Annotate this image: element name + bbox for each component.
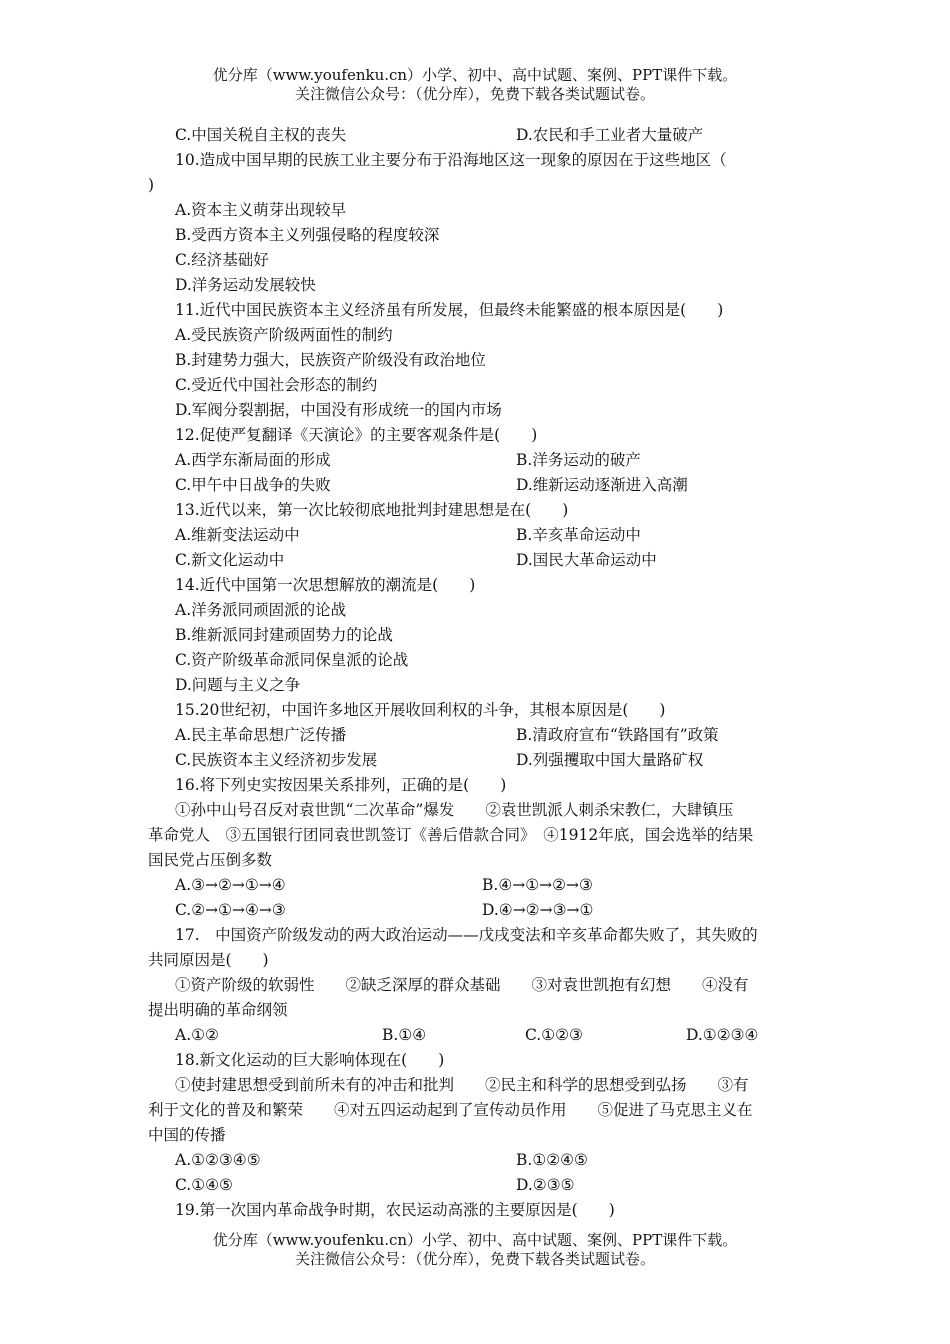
q15-option-a: A.民主革命思想广泛传播 [175, 726, 347, 744]
q18-body-line-3: 中国的传播 [148, 1126, 226, 1144]
q13-option-b: B.辛亥革命运动中 [516, 526, 641, 544]
q17-stem: 17. 中国资产阶级发动的两大政治运动——戊戌变法和辛亥革命都失败了，其失败的 [175, 926, 758, 944]
header-line-2: 关注微信公众号：（优分库），免费下载各类试题试卷。 [294, 85, 655, 103]
q16-option-d: D.④→②→③→① [482, 901, 594, 919]
q17-stem-cont: 共同原因是( ) [148, 951, 269, 969]
q11-option-b: B.封建势力强大，民族资产阶级没有政治地位 [175, 351, 486, 369]
q14-stem: 14.近代中国第一次思想解放的潮流是( ) [175, 576, 476, 594]
q16-option-c: C.②→①→④→③ [175, 901, 286, 919]
q10-option-b: B.受西方资本主义列强侵略的程度较深 [175, 226, 440, 244]
q19-stem: 19.第一次国内革命战争时期，农民运动高涨的主要原因是( ) [175, 1201, 615, 1219]
q17-option-c: C.①②③ [525, 1026, 583, 1044]
q17-option-a: A.①② [175, 1026, 219, 1044]
q9-option-c: C.中国关税自主权的丧失 [175, 126, 347, 144]
q12-option-d: D.维新运动逐渐进入高潮 [516, 476, 688, 494]
header-line-1: 优分库（www.youfenku.cn）小学、初中、高中试题、案例、PPT课件下载。 [212, 66, 738, 84]
q17-body-line-2: 提出明确的革命纲领 [148, 1001, 288, 1019]
q14-option-a: A.洋务派同顽固派的论战 [175, 601, 347, 619]
q14-option-d: D.问题与主义之争 [175, 676, 301, 694]
q18-option-b: B.①②④⑤ [516, 1151, 588, 1169]
page-footer [0, 1231, 950, 1269]
q16-option-a: A.③→②→①→④ [175, 876, 286, 894]
q18-option-c: C.①④⑤ [175, 1176, 233, 1194]
q18-body-line-1: ①使封建思想受到前所未有的冲击和批判 ②民主和科学的思想受到弘扬 ③有 [175, 1076, 749, 1094]
q10-option-d: D.洋务运动发展较快 [175, 276, 316, 294]
q13-option-d: D.国民大革命运动中 [516, 551, 657, 569]
q18-option-d: D.②③⑤ [516, 1176, 575, 1194]
q11-option-c: C.受近代中国社会形态的制约 [175, 376, 378, 394]
q13-option-c: C.新文化运动中 [175, 551, 285, 569]
q15-option-c: C.民族资本主义经济初步发展 [175, 751, 378, 769]
q14-option-c: C.资产阶级革命派同保皇派的论战 [175, 651, 409, 669]
q18-body-line-2: 利于文化的普及和繁荣 ④对五四运动起到了宣传动员作用 ⑤促进了马克思主义在 [148, 1101, 753, 1119]
q16-body-line-3: 国民党占压倒多数 [148, 851, 273, 869]
footer-line-1: 优分库（www.youfenku.cn）小学、初中、高中试题、案例、PPT课件下载。 [212, 1231, 738, 1249]
q11-option-a: A.受民族资产阶级两面性的制约 [175, 326, 393, 344]
q10-option-a: A.资本主义萌芽出现较早 [175, 201, 347, 219]
q9-option-d: D.农民和手工业者大量破产 [516, 126, 704, 144]
q10-stem: 10.造成中国早期的民族工业主要分布于沿海地区这一现象的原因在于这些地区（ [175, 151, 727, 169]
q15-option-b: B.清政府宣布“铁路国有”政策 [516, 726, 719, 744]
q10-option-c: C.经济基础好 [175, 251, 269, 269]
q10-stem-cont: ) [148, 176, 155, 194]
q12-option-b: B.洋务运动的破产 [516, 451, 641, 469]
q11-option-d: D.军阀分裂割据，中国没有形成统一的国内市场 [175, 401, 502, 419]
q16-stem: 16.将下列史实按因果关系排列，正确的是( ) [175, 776, 507, 794]
q14-option-b: B.维新派同封建顽固势力的论战 [175, 626, 393, 644]
q16-body-line-2: 革命党人 ③五国银行团同袁世凯签订《善后借款合同》 ④1912年底，国会选举的结果 [148, 826, 754, 844]
q12-option-c: C.甲午中日战争的失败 [175, 476, 331, 494]
q16-option-b: B.④→①→②→③ [482, 876, 593, 894]
q16-body-line-1: ①孙中山号召反对袁世凯“二次革命”爆发 ②袁世凯派人刺杀宋教仁，大肆镇压 [175, 801, 734, 819]
q13-option-a: A.维新变法运动中 [175, 526, 300, 544]
q17-option-b: B.①④ [382, 1026, 427, 1044]
q18-option-a: A.①②③④⑤ [175, 1151, 261, 1169]
q15-option-d: D.列强攫取中国大量路矿权 [516, 751, 704, 769]
page-header [0, 66, 950, 104]
q13-stem: 13.近代以来，第一次比较彻底地批判封建思想是在( ) [175, 501, 569, 519]
q12-option-a: A.西学东渐局面的形成 [175, 451, 331, 469]
q17-option-d: D.①②③④ [686, 1026, 759, 1044]
q18-stem: 18.新文化运动的巨大影响体现在( ) [175, 1051, 445, 1069]
footer-line-2: 关注微信公众号：（优分库），免费下载各类试题试卷。 [294, 1250, 655, 1268]
q11-stem: 11.近代中国民族资本主义经济虽有所发展，但最终未能繁盛的根本原因是( ) [175, 301, 724, 319]
q17-body-line-1: ①资产阶级的软弱性 ②缺乏深厚的群众基础 ③对袁世凯抱有幻想 ④没有 [175, 976, 749, 994]
q12-stem: 12.促使严复翻译《天演论》的主要客观条件是( ) [175, 426, 538, 444]
q15-stem: 15.20世纪初，中国许多地区开展收回利权的斗争，其根本原因是( ) [175, 701, 666, 719]
